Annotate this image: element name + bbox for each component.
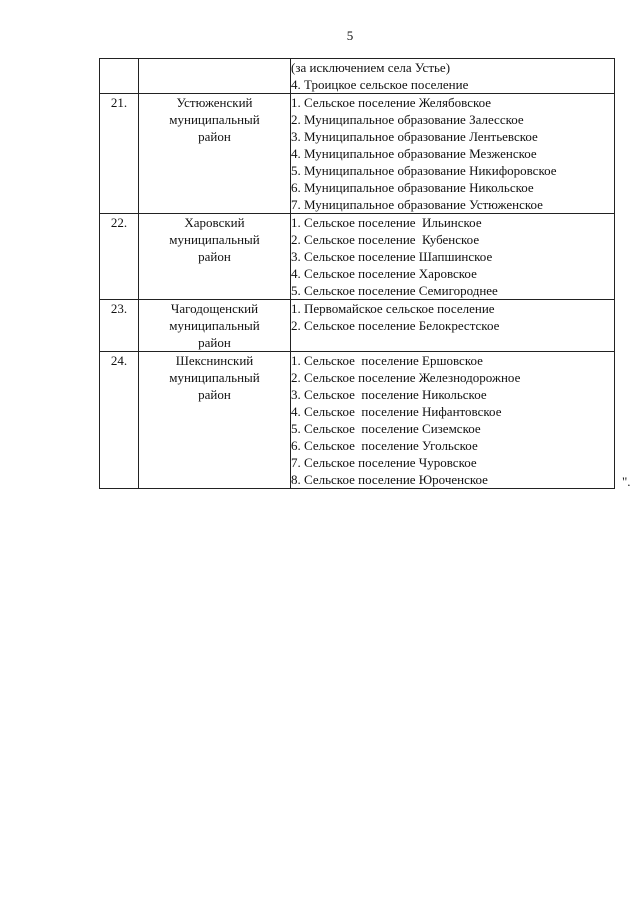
district-name-line: Харовский xyxy=(184,215,245,230)
district-name-line: Чагодощенский xyxy=(170,301,259,316)
district-name-line: муниципальный xyxy=(169,370,260,385)
settlement-line: 2. Сельское поселение Железнодорожное xyxy=(291,370,521,385)
district-name-line: район xyxy=(198,387,231,402)
row-number-cell: 23. xyxy=(100,300,139,352)
table-row xyxy=(100,300,615,352)
settlement-line: 3. Сельское поселение Никольское xyxy=(291,387,487,402)
district-name-line: район xyxy=(198,335,231,350)
district-name-line: Шекснинский xyxy=(175,353,254,368)
settlement-line: 8. Сельское поселение Юроченское xyxy=(291,472,488,487)
district-cell xyxy=(139,59,291,94)
district-name-line: муниципальный xyxy=(169,112,260,127)
settlement-line: 2. Муниципальное образование Залесское xyxy=(291,112,524,127)
settlement-line: 3. Сельское поселение Шапшинское xyxy=(291,249,493,264)
settlement-line: 4. Муниципальное образование Мезженское xyxy=(291,146,537,161)
closing-quote-mark: ". xyxy=(622,474,631,489)
settlement-line: 6. Сельское поселение Угольское xyxy=(291,438,478,453)
district-name-line: район xyxy=(198,129,231,144)
page-number: 5 xyxy=(346,28,354,43)
table-row xyxy=(100,214,615,300)
settlements-cell xyxy=(291,352,615,489)
district-cell xyxy=(139,300,291,352)
settlement-line: 3. Муниципальное образование Лентьевское xyxy=(291,129,538,144)
district-cell xyxy=(139,214,291,300)
row-number-cell: 22. xyxy=(100,214,139,300)
district-name-line: район xyxy=(198,249,231,264)
row-number-cell xyxy=(100,59,139,94)
settlement-line: 7. Муниципальное образование Устюженское xyxy=(291,197,543,212)
row-number-cell: 21. xyxy=(100,94,139,214)
settlements-cell xyxy=(291,59,615,94)
settlement-line: 7. Сельское поселение Чуровское xyxy=(291,455,477,470)
district-name-line: Устюженский xyxy=(176,95,253,110)
settlement-line: (за исключением села Устье) xyxy=(291,60,451,75)
settlements-cell xyxy=(291,300,615,352)
settlement-line: 5. Муниципальное образование Никифоровское xyxy=(291,163,557,178)
district-name-line: муниципальный xyxy=(169,232,260,247)
settlement-line: 6. Муниципальное образование Никольское xyxy=(291,180,534,195)
settlement-line: 1. Сельское поселение Ильинское xyxy=(291,215,482,230)
district-cell xyxy=(139,352,291,489)
row-number-cell: 24. xyxy=(100,352,139,489)
table-row xyxy=(100,59,615,94)
table-row xyxy=(100,352,615,489)
settlement-line: 5. Сельское поселение Семигороднее xyxy=(291,283,498,298)
settlement-line: 4. Троицкое сельское поселение xyxy=(291,77,469,92)
settlement-line: 4. Сельское поселение Харовское xyxy=(291,266,477,281)
settlements-table xyxy=(99,58,615,489)
settlement-line: 1. Сельское поселение Желябовское xyxy=(291,95,492,110)
district-name-line: муниципальный xyxy=(169,318,260,333)
settlement-line: 2. Сельское поселение Белокрестское xyxy=(291,318,500,333)
district-cell xyxy=(139,94,291,214)
settlements-cell xyxy=(291,94,615,214)
settlement-line: 4. Сельское поселение Нифантовское xyxy=(291,404,502,419)
table-row xyxy=(100,94,615,214)
settlement-line: 1. Сельское поселение Ершовское xyxy=(291,353,483,368)
settlements-cell xyxy=(291,214,615,300)
settlement-line: 1. Первомайское сельское поселение xyxy=(291,301,495,316)
settlement-line: 5. Сельское поселение Сиземское xyxy=(291,421,481,436)
settlement-line: 2. Сельское поселение Кубенское xyxy=(291,232,480,247)
